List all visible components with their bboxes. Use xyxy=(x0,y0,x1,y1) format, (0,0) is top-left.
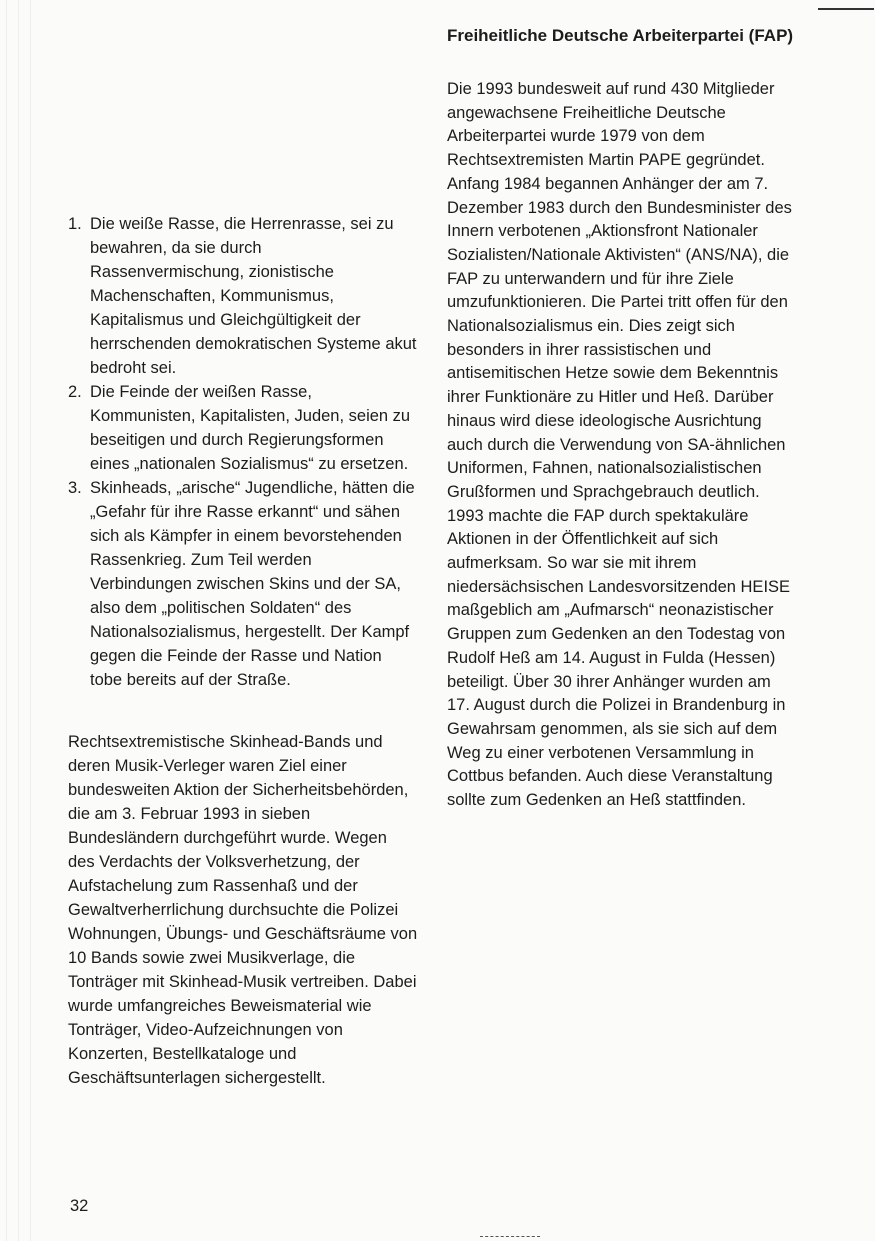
skinhead-bands-paragraph: Rechtsextremistische Skinhead-Bands und deren Musik-Verleger waren Ziel einer bundesweiten Aktion der Sicherheitsbehörden, die am 3. Februar 1993 in sieben Bundesländern durchgeführt wurde. Wegen des Verdachts der Volksverhetzung, der Aufstachelung zum Rassenhaß und der Gewaltverherrlichung durchsuchte die Polizei Wohnungen, Übungs- und Geschäftsräume von 10 Bands sowie zwei Musikverlage, die Tonträger mit Skinhead-Musik vertreiben. Dabei wurde umfangreiches Beweismaterial wie Tonträger, Video-Aufzeichnungen von Konzerten, Bestellkataloge und Geschäftsunterlagen sichergestellt. xyxy=(68,733,418,1087)
list-item xyxy=(68,476,418,692)
left-column xyxy=(68,212,418,1090)
list-item-text: Die weiße Rasse, die Herrenrasse, sei zu bewahren, da sie durch Rassenvermischung, zionistische Machenschaften, Kommunismus, Kapitalismus und Gleichgültigkeit der herrschenden demokratischen Systeme akut bedroht sei. xyxy=(90,215,417,377)
list-item-number: 1. xyxy=(68,215,82,233)
top-right-rule xyxy=(818,8,874,10)
list-item-text: Skinheads, „arische“ Jugendliche, hätten die „Gefahr für ihre Rasse erkannt“ und sähen sich als Kämpfer in einem bevorstehenden Rassenkrieg. Zum Teil werden Verbindungen zwischen Skins und der SA, also dem „politischen Soldaten“ des Nationalsozialismus, hergestellt. Der Kampf gegen die Feinde der Rasse und Nation tobe bereits auf der Straße. xyxy=(90,479,415,689)
bottom-scan-mark xyxy=(480,1236,540,1238)
list-item xyxy=(68,380,418,476)
list-item xyxy=(68,212,418,380)
page-number: 32 xyxy=(70,1197,89,1215)
scan-edge-shadow xyxy=(0,0,40,1241)
list-item-number: 3. xyxy=(68,479,82,497)
fap-paragraph: Die 1993 bundesweit auf rund 430 Mitglieder angewachsene Freiheitliche Deutsche Arbeiterpartei wurde 1979 von dem Rechtsextremisten Martin PAPE gegründet. Anfang 1984 begannen Anhänger der am 7. Dezember 1983 durch den Bundesminister des Innern verbotenen „Aktionsfront Nationaler Sozialisten/Nationale Aktivisten“ (ANS/NA), die FAP zu unterwandern und für ihre Ziele umzufunktionieren. Die Partei tritt offen für den Nationalsozialismus ein. Dies zeigt sich besonders in ihrer rassistischen und antisemitischen Hetze sowie dem Bekenntnis ihrer Funktionäre zu Hitler und Heß. Darüber hinaus wird diese ideologische Ausrichtung auch durch die Verwendung von SA-ähnlichen Uniformen, Fahnen, nationalsozialistischen Grußformen und Sprachgebrauch deutlich. 1993 machte die FAP durch spektakuläre Aktionen in der Öffentlichkeit auf sich aufmerksam. So war sie mit ihrem niedersächsischen Landesvorsitzenden HEISE maßgeblich am „Aufmarsch“ neonazistischer Gruppen zum Gedenken an den Todestag von Rudolf Heß am 14. August in Fulda (Hessen) beteiligt. Über 30 ihrer Anhänger wurden am 17. August durch die Polizei in Brandenburg in Gewahrsam genommen, als sie sich auf dem Weg zu einer verbotenen Versammlung in Cottbus befanden. Auch diese Veranstaltung sollte zum Gedenken an Heß stattfinden. xyxy=(447,80,792,810)
list-item-number: 2. xyxy=(68,383,82,401)
ideology-list xyxy=(68,212,418,692)
section-heading: Freiheitliche Deutsche Arbeiterpartei (FAP) xyxy=(447,26,794,45)
right-column xyxy=(447,24,797,813)
list-item-text: Die Feinde der weißen Rasse, Kommunisten, Kapitalisten, Juden, seien zu beseitigen und durch Regierungsformen eines „nationalen Sozialismus“ zu ersetzen. xyxy=(90,383,411,473)
